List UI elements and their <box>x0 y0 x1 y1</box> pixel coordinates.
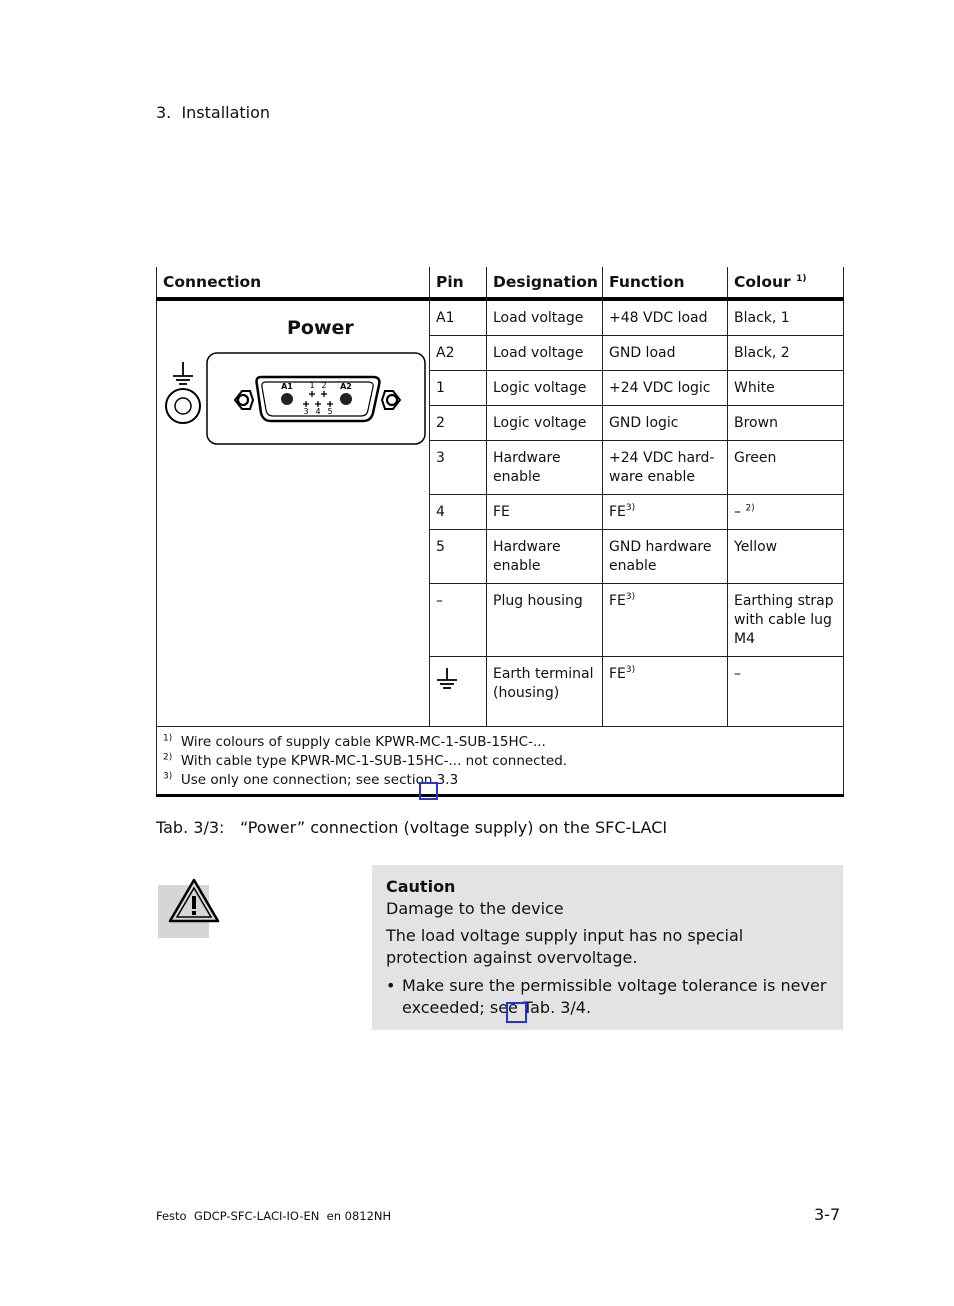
footnotes-row <box>157 727 844 796</box>
footer-page-number: 3-7 <box>814 1205 841 1224</box>
footnote-text: Use only one connection; see section 3.3 <box>180 772 459 788</box>
cell-colour-text: Black, 2 <box>734 345 790 361</box>
cell-pin: A1 <box>430 299 487 336</box>
cell-pin: 5 <box>430 530 487 584</box>
cell-designation: Logic voltage <box>487 406 603 441</box>
header-connection: Connection <box>157 267 430 299</box>
cell-function-text: GND load <box>609 345 676 361</box>
pin-label-1: 1 <box>309 381 315 390</box>
cell-function-note: 3) <box>625 592 636 603</box>
cell-colour-text: Black, 1 <box>734 310 790 326</box>
cell-function <box>603 406 728 441</box>
section-heading <box>156 103 270 122</box>
pin-a1-contact <box>281 393 293 405</box>
cell-colour-text: Earthing strap with cable lug M4 <box>734 593 834 647</box>
footnote-text: With cable type KPWR-MC-1-SUB-15HC-... not connected. <box>180 753 568 769</box>
footer-doc-id: Festo GDCP-SFC-LACI-IO-EN en 0812NH <box>156 1209 392 1223</box>
table-caption <box>156 818 667 837</box>
cell-colour <box>728 495 844 530</box>
connector-title: Power <box>287 317 354 339</box>
cell-function-text: GND logic <box>609 415 679 431</box>
cell-designation: Earth terminal (housing) <box>487 657 603 727</box>
cell-function <box>603 336 728 371</box>
tab-link-highlight[interactable] <box>506 1002 527 1023</box>
header-pin: Pin <box>430 267 487 299</box>
cell-pin: 4 <box>430 495 487 530</box>
section-title: Installation <box>181 103 271 122</box>
cell-colour <box>728 371 844 406</box>
header-colour-note: 1) <box>796 273 807 284</box>
ground-terminal-icon <box>166 389 200 423</box>
header-designation: Designation <box>487 267 603 299</box>
pin-label-4: 4 <box>315 407 321 416</box>
footnotes-cell <box>157 727 844 796</box>
connector-cell <box>157 299 430 727</box>
header-function: Function <box>603 267 728 299</box>
bullet-dot-icon: • <box>386 976 396 995</box>
cell-function-note: 3) <box>625 503 636 514</box>
cell-function <box>603 657 728 727</box>
cell-pin <box>430 657 487 727</box>
cell-function <box>603 530 728 584</box>
cell-pin: 3 <box>430 441 487 495</box>
cell-pin: – <box>430 584 487 657</box>
cell-designation: Plug housing <box>487 584 603 657</box>
cell-function <box>603 371 728 406</box>
table-header-row <box>157 267 844 299</box>
cell-colour <box>728 530 844 584</box>
footnote <box>163 771 837 790</box>
cell-function-note: 3) <box>625 665 636 676</box>
cell-colour <box>728 584 844 657</box>
cell-designation: Hardware enable <box>487 441 603 495</box>
pin-label-2: 2 <box>321 381 327 390</box>
header-colour-label: Colour <box>734 272 791 291</box>
pin-label-a2: A2 <box>340 382 352 391</box>
footnote-mark: 1) <box>163 733 173 744</box>
earth-ground-icon <box>436 667 458 691</box>
caution-bullet <box>386 975 829 1019</box>
cell-designation: Hardware enable <box>487 530 603 584</box>
section-link-highlight[interactable] <box>419 782 438 800</box>
pin-label-3: 3 <box>303 407 309 416</box>
cell-colour <box>728 299 844 336</box>
pin-a2-contact <box>340 393 352 405</box>
table-row <box>157 299 844 336</box>
cell-pin: 1 <box>430 371 487 406</box>
header-colour <box>728 267 844 299</box>
cell-function-text: +48 VDC load <box>609 310 708 326</box>
section-number: 3. <box>156 103 172 122</box>
cell-function-text: GND hardware enable <box>609 539 712 574</box>
cell-pin: 2 <box>430 406 487 441</box>
table-caption-label: Tab. 3/3: <box>156 818 225 837</box>
cell-colour-text: – <box>734 666 741 682</box>
cell-designation: FE <box>487 495 603 530</box>
footnote-mark: 2) <box>163 752 173 763</box>
cell-designation: Logic voltage <box>487 371 603 406</box>
cell-function <box>603 299 728 336</box>
earth-ground-icon <box>173 362 193 384</box>
cell-function <box>603 584 728 657</box>
cell-colour-text: Brown <box>734 415 778 431</box>
cell-colour-text: Yellow <box>734 539 778 555</box>
cell-colour <box>728 406 844 441</box>
power-connector-drawing <box>163 349 428 449</box>
cell-function <box>603 441 728 495</box>
cell-designation: Load voltage <box>487 336 603 371</box>
cell-function-text: +24 VDC hard-ware enable <box>609 450 715 485</box>
caution-paragraph: The load voltage supply input has no special protection against overvoltage. <box>386 926 744 967</box>
cell-designation: Load voltage <box>487 299 603 336</box>
table-caption-text: “Power” connection (voltage supply) on the SFC-LACI <box>240 818 668 837</box>
power-connection-table <box>156 267 844 797</box>
caution-subtitle: Damage to the device <box>386 899 564 918</box>
caution-title: Caution <box>386 877 456 896</box>
cell-function-text: FE <box>609 593 626 609</box>
cell-function-text: +24 VDC logic <box>609 380 711 396</box>
footnote-mark: 3) <box>163 771 173 782</box>
footnote <box>163 752 837 771</box>
cell-function-text: FE <box>609 666 626 682</box>
pin-label-5: 5 <box>327 407 333 416</box>
footnote-text: Wire colours of supply cable KPWR-MC-1-SUB-15HC-... <box>180 734 546 750</box>
pin-label-a1: A1 <box>281 382 293 391</box>
cell-pin: A2 <box>430 336 487 371</box>
cell-colour <box>728 657 844 727</box>
cell-function-text: FE <box>609 504 626 520</box>
warning-triangle-icon <box>168 878 220 924</box>
cell-colour-text: Green <box>734 450 777 466</box>
footnote <box>163 733 837 752</box>
cell-function <box>603 495 728 530</box>
caution-box <box>372 865 843 1030</box>
cell-colour <box>728 441 844 495</box>
cell-colour <box>728 336 844 371</box>
cell-colour-text: – <box>734 504 741 520</box>
cell-colour-note: 2) <box>745 503 755 514</box>
caution-bullet-text: Make sure the permissible voltage tolerance is never exceeded; see Tab. 3/4. <box>402 976 827 1017</box>
cell-colour-text: White <box>734 380 775 396</box>
